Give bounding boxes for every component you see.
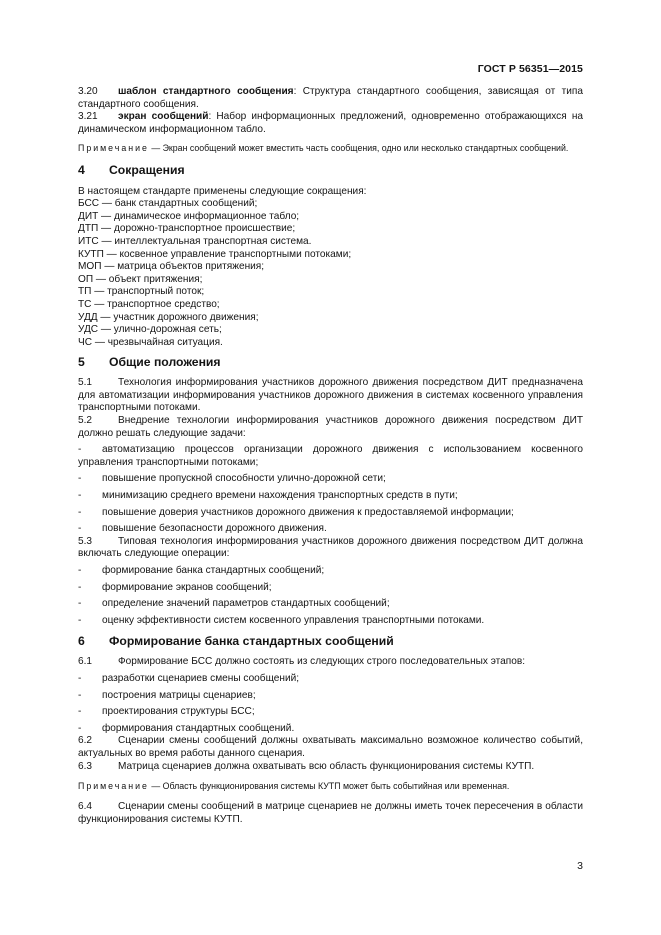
- paragraph-5-2: [78, 415, 583, 440]
- dash-marker: -: [78, 490, 82, 502]
- section-6-heading: [78, 634, 583, 649]
- abbreviation-item: БСС — банк стандартных сообщений;: [78, 198, 258, 210]
- operations-list: [78, 565, 583, 627]
- dash-marker: -: [78, 722, 82, 734]
- section-number: 6: [78, 634, 85, 649]
- list-item: [78, 444, 583, 469]
- paragraph-number: 6.3: [78, 760, 93, 772]
- dash-marker: -: [78, 614, 82, 626]
- paragraph-text: Технология информирования участников дорожного движения посредством ДИТ предназначена для автоматизации информирования участников дорожного движения в системах косвенного управления транспортными потоками.: [78, 377, 583, 414]
- definition-text: : Структура стандартного сообщения, зависящая от типа стандартного сообщения.: [78, 86, 583, 110]
- standard-header: ГОСТ Р 56351—2015: [477, 63, 583, 75]
- list-item: [78, 706, 583, 719]
- list-item: [78, 565, 583, 578]
- list-item-text: проектирования структуры БСС;: [102, 706, 255, 718]
- note-text: — Экран сообщений может вместить часть сообщения, одно или несколько стандартных сообщений.: [148, 143, 569, 154]
- definition-3-21: [78, 111, 583, 136]
- abbreviation-item: УДС — улично-дорожная сеть;: [78, 324, 222, 336]
- list-item: [78, 723, 583, 736]
- definition-number: 3.20: [78, 86, 98, 97]
- list-item: [78, 523, 583, 536]
- list-item: [78, 673, 583, 686]
- list-item-text: построения матрицы сценариев;: [102, 689, 256, 701]
- list-item-text: определение значений параметров стандартных сообщений;: [102, 598, 390, 610]
- dash-marker: -: [78, 689, 82, 701]
- abbreviation-item: ОП — объект притяжения;: [78, 273, 203, 285]
- paragraph-text: Внедрение технологии информирования участников дорожного движения посредством ДИТ должно решать следующие задачи:: [78, 415, 583, 439]
- list-item-text: повышение пропускной способности улично-дорожной сети;: [102, 473, 386, 485]
- dash-marker: -: [78, 473, 82, 485]
- paragraph-text: Формирование БСС должно состоять из следующих строго последовательных этапов:: [118, 656, 526, 668]
- paragraph-6-4: [78, 801, 583, 826]
- section-number: 4: [78, 162, 85, 177]
- paragraph-text: Типовая технология информирования участников дорожного движения посредством ДИТ должна включать следующие операции:: [78, 535, 583, 560]
- abbreviations-list: [78, 186, 583, 350]
- paragraph-number: 6.4: [78, 801, 93, 813]
- list-item-text: формирования стандартных сообщений.: [102, 722, 295, 734]
- dash-marker: -: [78, 706, 82, 718]
- list-item: [78, 507, 583, 520]
- paragraph-text: Сценарии смены сообщений должны охватывать максимально возможное количество событий, актуальных во время работы данного сценария.: [78, 735, 583, 759]
- abbreviation-item: ДТП — дорожно-транспортное происшествие;: [78, 223, 296, 235]
- paragraph-number: 5.2: [78, 415, 93, 427]
- paragraph-6-1: [78, 656, 583, 669]
- abbreviation-item: УДД — участник дорожного движения;: [78, 311, 259, 323]
- abbreviation-item: ДИТ — динамическое информационное табло;: [78, 210, 300, 222]
- list-item: [78, 582, 583, 595]
- paragraph-number: 5.1: [78, 377, 93, 389]
- dash-marker: -: [78, 598, 82, 610]
- list-item: [78, 473, 583, 486]
- dash-marker: -: [78, 581, 82, 593]
- list-item-text: минимизацию среднего времени нахождения транспортных средств в пути;: [102, 490, 458, 502]
- paragraph-number: 5.3: [78, 535, 93, 547]
- page-content: [78, 86, 583, 827]
- paragraph-5-1: [78, 377, 583, 415]
- note-text: — Область функционирования системы КУТП может быть событийная или временная.: [148, 781, 510, 792]
- note-label: Примечание: [78, 143, 149, 154]
- section-title: Формирование банка стандартных сообщений: [109, 634, 394, 649]
- list-item-text: автоматизацию процессов организации дорожного движения с использованием косвенного управления транспортными потоками;: [78, 444, 583, 468]
- list-item-text: повышение безопасности дорожного движения.: [102, 523, 327, 535]
- definition-number: 3.21: [78, 111, 98, 123]
- list-item: [78, 690, 583, 703]
- list-item: [78, 615, 583, 628]
- paragraph-text: Сценарии смены сообщений в матрице сценариев не должны иметь точек пересечения в области функционирования системы КУТП.: [78, 801, 583, 825]
- abbreviation-item: КУТП — косвенное управление транспортными потоками;: [78, 248, 352, 260]
- definition-term: экран сообщений: [118, 111, 209, 123]
- definition-3-20: [78, 86, 583, 111]
- note-screen: [78, 143, 583, 154]
- dash-marker: -: [78, 444, 82, 456]
- list-item-text: повышение доверия участников дорожного движения к предоставляемой информации;: [102, 506, 514, 518]
- section-title: Сокращения: [109, 162, 185, 177]
- definition-text: : Набор информационных предложений, одновременно отображающихся на динамическом информационном табло.: [78, 111, 584, 135]
- section-number: 5: [78, 355, 85, 370]
- list-item-text: формирование экранов сообщений;: [102, 581, 272, 593]
- tasks-list: [78, 444, 583, 536]
- list-item-text: формирование банка стандартных сообщений;: [102, 565, 325, 577]
- list-item-text: разработки сценариев смены сообщений;: [102, 672, 300, 684]
- note-label: Примечание: [78, 781, 149, 792]
- abbreviations-intro: В настоящем стандарте применены следующие сокращения:: [78, 185, 367, 197]
- paragraph-6-3: [78, 761, 583, 774]
- dash-marker: -: [78, 523, 82, 535]
- stages-list: [78, 673, 583, 735]
- paragraph-number: 6.1: [78, 656, 93, 668]
- dash-marker: -: [78, 565, 82, 577]
- section-5-heading: [78, 355, 583, 370]
- section-4-heading: [78, 163, 583, 178]
- paragraph-6-2: [78, 735, 583, 760]
- paragraph-number: 6.2: [78, 735, 93, 747]
- paragraph-5-3: [78, 536, 583, 561]
- dash-marker: -: [78, 506, 82, 518]
- definition-term: шаблон стандартного сообщения: [118, 86, 294, 97]
- list-item: [78, 598, 583, 611]
- page-number: 3: [577, 860, 583, 872]
- dash-marker: -: [78, 672, 82, 684]
- note-area: [78, 781, 583, 792]
- list-item-text: оценку эффективности систем косвенного управления транспортными потоками.: [102, 614, 485, 626]
- abbreviation-item: ЧС — чрезвычайная ситуация.: [78, 336, 223, 348]
- abbreviation-item: ИТС — интеллектуальная транспортная система.: [78, 235, 312, 247]
- abbreviation-item: ТП — транспортный поток;: [78, 286, 205, 298]
- paragraph-text: Матрица сценариев должна охватывать всю область функционирования системы КУТП.: [118, 760, 535, 772]
- abbreviation-item: МОП — матрица объектов притяжения;: [78, 261, 265, 273]
- section-title: Общие положения: [109, 355, 221, 370]
- list-item: [78, 490, 583, 503]
- abbreviation-item: ТС — транспортное средство;: [78, 298, 220, 310]
